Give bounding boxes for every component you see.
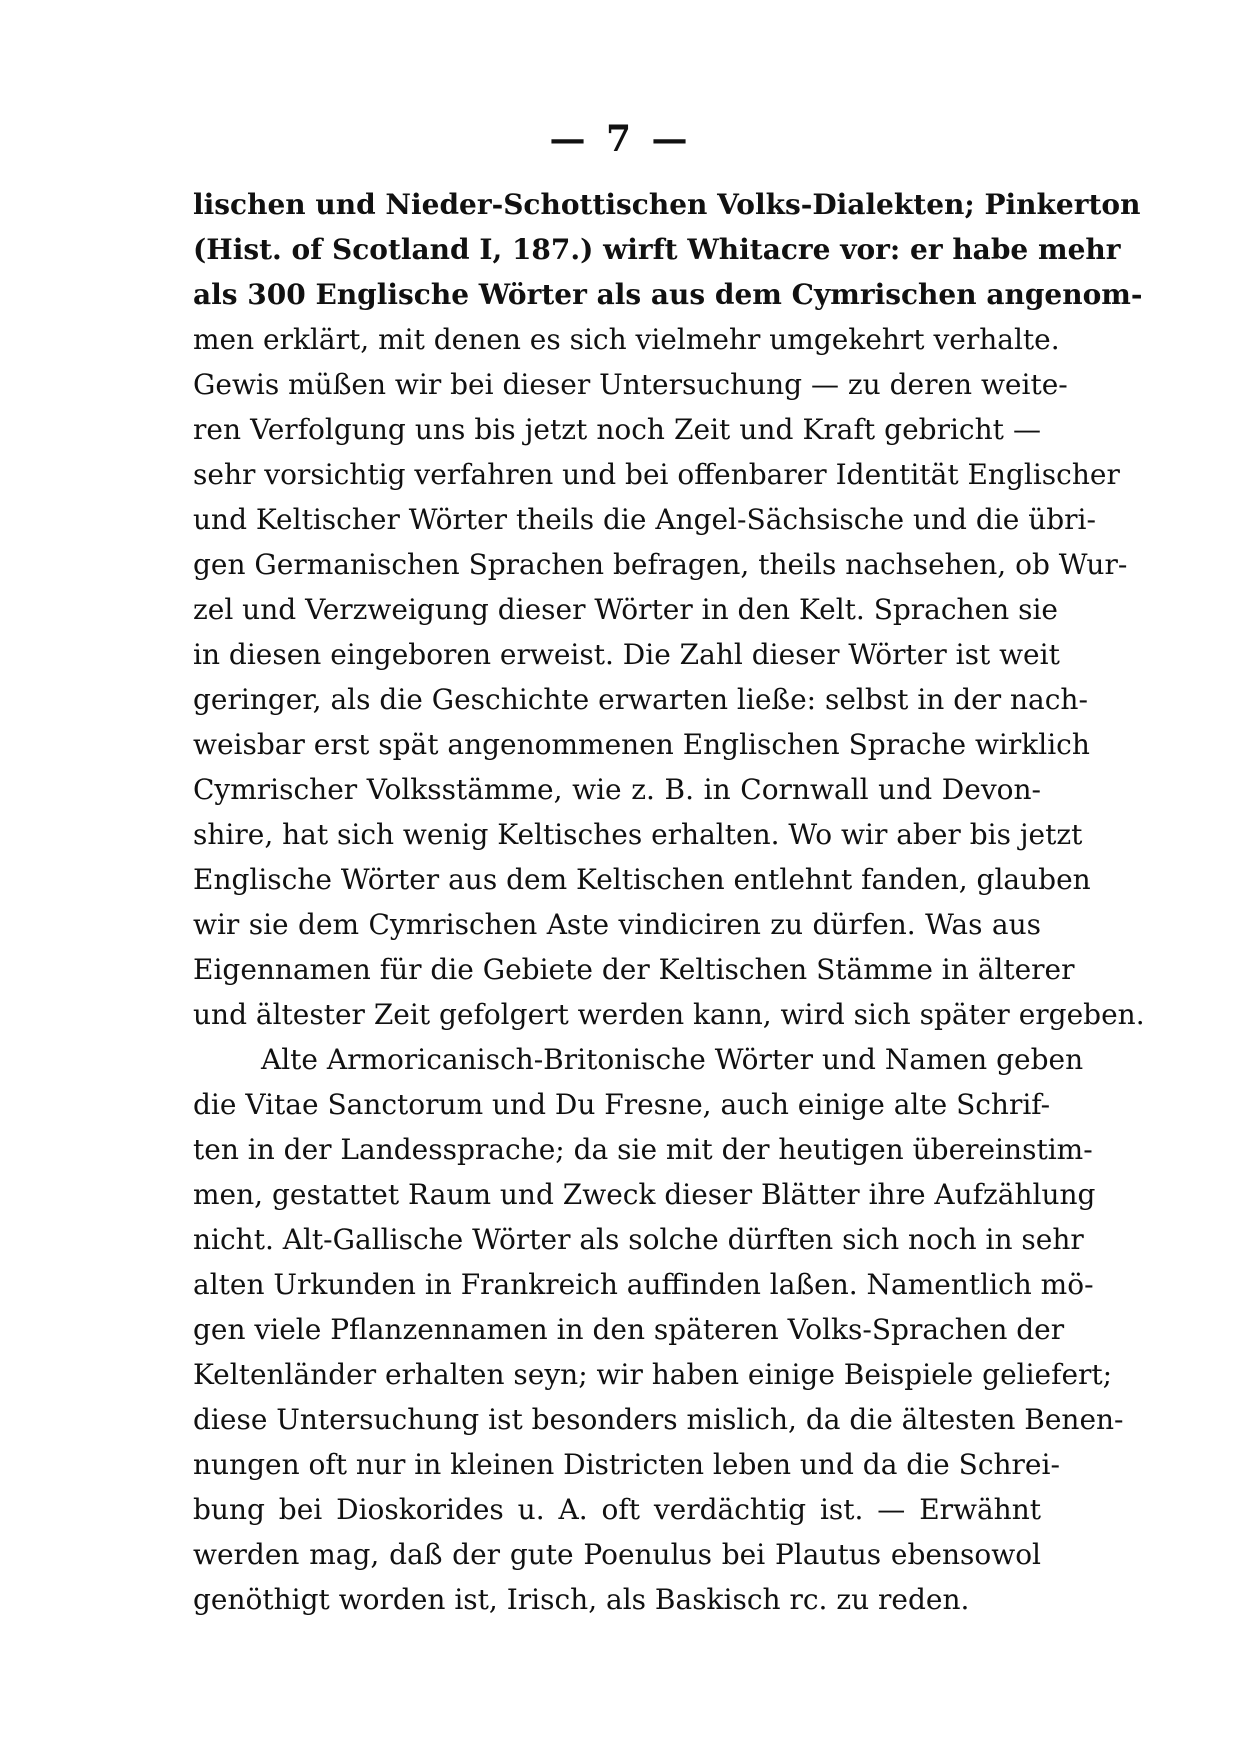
text-line: lischen und Nieder-Schottischen Volks-Dialekten; Pinkerton bbox=[193, 188, 1141, 221]
text-line: gen viele Pflanzennamen in den späteren Volks-Sprachen der bbox=[193, 1313, 1065, 1346]
text-line: genöthigt worden ist, Irisch, als Baskisch rc. zu reden. bbox=[193, 1583, 970, 1616]
text-line: ten in der Landessprache; da sie mit der heutigen übereinstim- bbox=[193, 1133, 1093, 1166]
text-line: nungen oft nur in kleinen Districten leben und da die Schrei- bbox=[193, 1448, 1060, 1481]
text-line: Keltenländer erhalten seyn; wir haben einige Beispiele geliefert; bbox=[193, 1358, 1113, 1391]
text-line: bung bei Dioskorides u. A. oft verdächtig ist. — Erwähnt bbox=[193, 1493, 1041, 1526]
text-line: sehr vorsichtig verfahren und bei offenbarer Identität Englischer bbox=[193, 458, 1120, 491]
text-line: und Keltischer Wörter theils die Angel-Sächsische und die übri- bbox=[193, 503, 1096, 536]
text-line: und ältester Zeit gefolgert werden kann, wird sich später ergeben. bbox=[193, 998, 1145, 1031]
page-number: — 7 — bbox=[549, 118, 692, 160]
text-line: shire, hat sich wenig Keltisches erhalten. Wo wir aber bis jetzt bbox=[193, 818, 1083, 851]
text-line: wir sie dem Cymrischen Aste vindiciren zu dürfen. Was aus bbox=[193, 908, 1041, 941]
text-line: die Vitae Sanctorum und Du Fresne, auch einige alte Schrif- bbox=[193, 1088, 1051, 1121]
text-line: gen Germanischen Sprachen befragen, theils nachsehen, ob Wur- bbox=[193, 548, 1128, 581]
text-line: in diesen eingeboren erweist. Die Zahl dieser Wörter ist weit bbox=[193, 638, 1060, 671]
text-line: (Hist. of Scotland I, 187.) wirft Whitacre vor: er habe mehr bbox=[193, 233, 1121, 266]
text-line: Alte Armoricanisch-Britonische Wörter und Namen geben bbox=[261, 1043, 1084, 1076]
text-line: weisbar erst spät angenommenen Englischen Sprache wirklich bbox=[193, 728, 1090, 761]
text-line: Gewis müßen wir bei dieser Untersuchung — zu deren weite- bbox=[193, 368, 1068, 401]
text-line: geringer, als die Geschichte erwarten ließe: selbst in der nach- bbox=[193, 683, 1088, 716]
body-text bbox=[193, 182, 1145, 1622]
text-line: men, gestattet Raum und Zweck dieser Blätter ihre Aufzählung bbox=[193, 1178, 1096, 1211]
text-line: men erklärt, mit denen es sich vielmehr umgekehrt verhalte. bbox=[193, 323, 1060, 356]
text-line: diese Untersuchung ist besonders mislich, da die ältesten Benen- bbox=[193, 1403, 1124, 1436]
text-line: alten Urkunden in Frankreich auffinden laßen. Namentlich mö- bbox=[193, 1268, 1094, 1301]
text-line: Cymrischer Volksstämme, wie z. B. in Cornwall und Devon- bbox=[193, 773, 1041, 806]
text-line: als 300 Englische Wörter als aus dem Cymrischen angenom- bbox=[193, 278, 1143, 311]
text-line: werden mag, daß der gute Poenulus bei Plautus ebensowol bbox=[193, 1538, 1041, 1571]
text-line: zel und Verzweigung dieser Wörter in den Kelt. Sprachen sie bbox=[193, 593, 1058, 626]
text-line: ren Verfolgung uns bis jetzt noch Zeit und Kraft gebricht — bbox=[193, 413, 1041, 446]
text-line: Englische Wörter aus dem Keltischen entlehnt fanden, glauben bbox=[193, 863, 1091, 896]
text-line: Eigennamen für die Gebiete der Keltischen Stämme in älterer bbox=[193, 953, 1075, 986]
text-line: nicht. Alt-Gallische Wörter als solche dürften sich noch in sehr bbox=[193, 1223, 1084, 1256]
